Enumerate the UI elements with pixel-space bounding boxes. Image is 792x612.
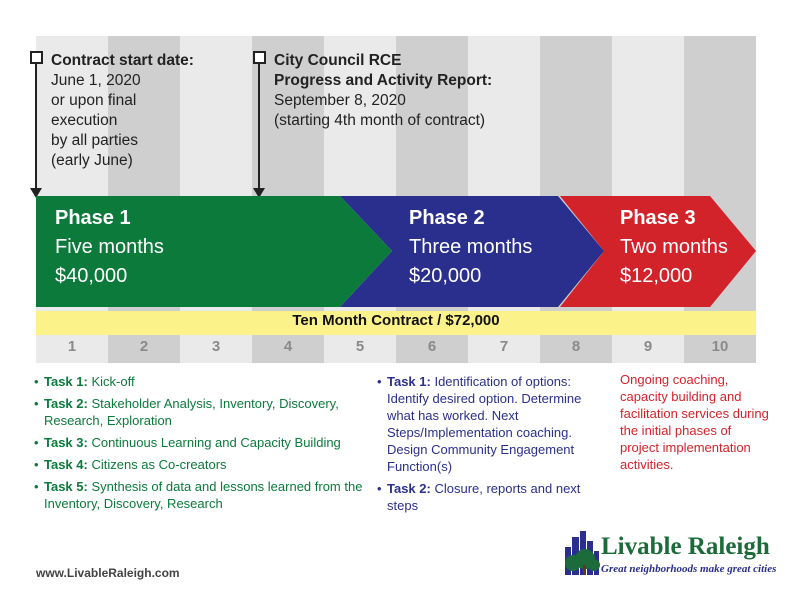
task-label: Task 4: xyxy=(44,457,88,472)
task-label: Task 2: xyxy=(387,481,431,496)
bullet-icon: • xyxy=(34,396,39,411)
month-number: 5 xyxy=(355,338,365,355)
phase-2-cost: $20,000 xyxy=(409,265,482,287)
task-item xyxy=(34,373,364,390)
bullet-icon: • xyxy=(34,435,39,450)
month-number: 10 xyxy=(711,338,729,355)
milestone-start-line: (early June) xyxy=(51,152,133,169)
task-item xyxy=(377,480,595,514)
logo-tagline: Great neighborhoods make great cities xyxy=(601,563,777,575)
milestone-report-line: September 8, 2020 xyxy=(274,92,406,109)
phase-3-cost: $12,000 xyxy=(620,265,693,287)
task-label: Task 2: xyxy=(44,396,88,411)
task-item xyxy=(34,395,364,429)
phase-1-duration: Five months xyxy=(55,236,164,258)
month-number: 2 xyxy=(139,338,149,355)
bullet-icon: • xyxy=(377,374,382,389)
month-number: 1 xyxy=(67,338,77,355)
task-label: Task 5: xyxy=(44,479,88,494)
milestone-start-line: by all parties xyxy=(51,132,139,149)
task-text: Kick-off xyxy=(87,374,135,389)
bullet-icon: • xyxy=(34,374,39,389)
month-number: 7 xyxy=(499,338,509,355)
task-text: Citizens as Co-creators xyxy=(87,457,227,472)
city-skyline-icon xyxy=(563,529,601,577)
month-number: 9 xyxy=(643,338,653,355)
phase-3-label xyxy=(620,204,728,291)
task-text: Synthesis of data and lessons learned from the Inventory, Discovery, Research xyxy=(44,479,363,511)
logo-title: Livable Raleigh xyxy=(601,533,770,560)
milestone-start-line: or upon final xyxy=(51,92,137,109)
bullet-icon: • xyxy=(34,479,39,494)
phase-2-title: Phase 2 xyxy=(409,207,485,229)
milestone-start-line: June 1, 2020 xyxy=(51,72,141,89)
phase-1-label xyxy=(55,204,164,291)
bullet-icon: • xyxy=(377,481,382,496)
phase-3-description: Ongoing coaching, capacity building and facilitation services during the initial phases of project implementation activities. xyxy=(620,372,769,472)
livable-raleigh-logo xyxy=(563,527,777,583)
phase-3-duration: Two months xyxy=(620,236,728,258)
month-number: 8 xyxy=(571,338,581,355)
phase-1-task-list xyxy=(34,373,364,517)
phase-1-title: Phase 1 xyxy=(55,207,131,229)
task-label: Task 3: xyxy=(44,435,88,450)
milestone-report-line: (starting 4th month of contract) xyxy=(274,112,486,129)
task-item xyxy=(34,478,364,512)
task-item xyxy=(377,373,595,475)
month-number: 4 xyxy=(283,338,293,355)
milestone-start-heading: Contract start date: xyxy=(51,52,194,69)
phase-2-task-list xyxy=(377,373,595,519)
milestone-report-heading: Progress and Activity Report: xyxy=(274,72,493,89)
milestone-start-line: execution xyxy=(51,112,118,129)
milestone-report-heading: City Council RCE xyxy=(274,52,402,69)
task-text: Continuous Learning and Capacity Building xyxy=(87,435,341,450)
month-number: 6 xyxy=(427,338,437,355)
task-item xyxy=(34,456,364,473)
website-url: www.LivableRaleigh.com xyxy=(36,566,180,580)
task-label: Task 1: xyxy=(387,374,431,389)
task-text: Stakeholder Analysis, Inventory, Discovery, Research, Exploration xyxy=(44,396,339,428)
phase-3-title: Phase 3 xyxy=(620,207,696,229)
bullet-icon: • xyxy=(34,457,39,472)
task-label: Task 1: xyxy=(44,374,88,389)
contract-label: Ten Month Contract / $72,000 xyxy=(292,312,500,329)
phase-2-label xyxy=(409,204,532,291)
month-number: 3 xyxy=(211,338,221,355)
task-text: Identification of options: Identify desired option. Determine what has worked. Next Steps/Implementation coaching. Design Community Engagement Function(s) xyxy=(387,374,582,474)
phase-1-cost: $40,000 xyxy=(55,265,128,287)
task-item xyxy=(34,434,364,451)
task-text: Closure, reports and next steps xyxy=(387,481,581,513)
phase-2-duration: Three months xyxy=(409,236,533,258)
